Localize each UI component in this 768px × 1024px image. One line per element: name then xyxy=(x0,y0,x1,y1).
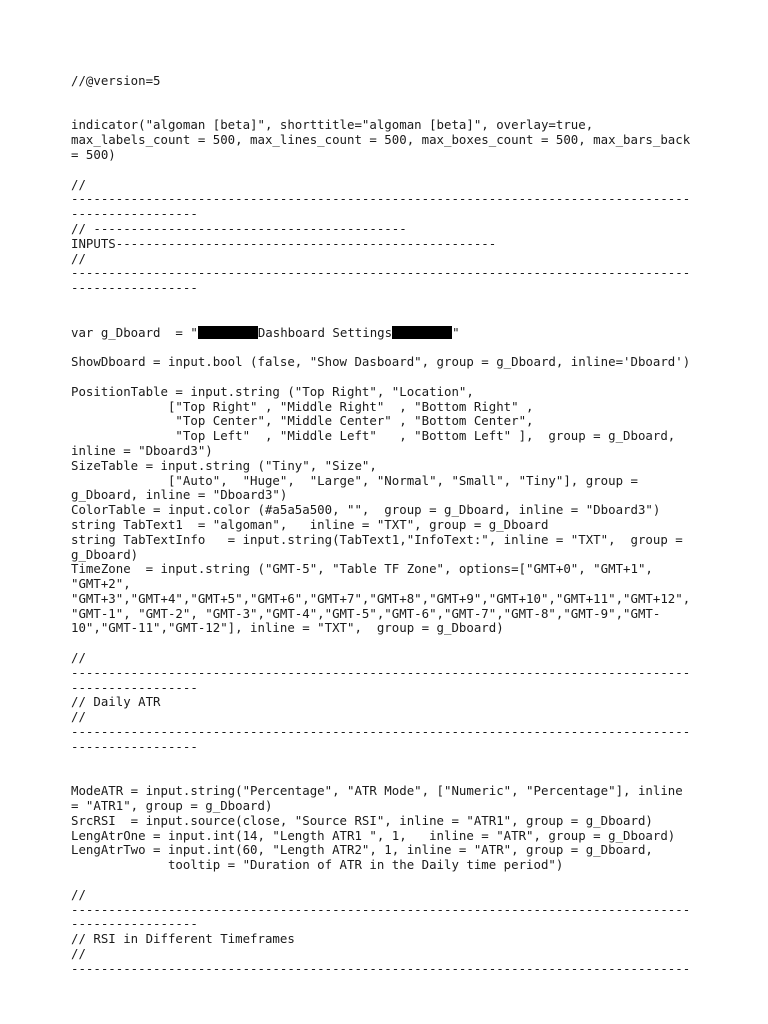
code-line: // xyxy=(71,886,86,902)
blank-line xyxy=(71,89,711,104)
code-line: // xyxy=(71,709,86,725)
blank-line xyxy=(71,340,711,355)
code-line: "Top Center", "Middle Center" , "Bottom Center", xyxy=(71,413,534,429)
code-line: ----------------- xyxy=(71,280,198,296)
code-line: = "ATR1", group = g_Dboard) xyxy=(71,798,273,814)
code-line: ["Top Right" , "Middle Right" , "Bottom Right" , xyxy=(71,398,534,414)
code-line: g_Dboard, inline = "Dboard3") xyxy=(71,487,288,503)
code-line: tooltip = "Duration of ATR in the Daily time period") xyxy=(71,857,564,873)
code-line: ----------------------------------------------------------------------------------- xyxy=(71,960,691,976)
blank-line xyxy=(71,311,711,326)
code-line: ----------------------------------------------------------------------------------- xyxy=(71,191,691,207)
blank-line xyxy=(71,755,711,770)
code-line: ----------------- xyxy=(71,679,198,695)
code-line: // Daily ATR xyxy=(71,694,161,710)
blank-line xyxy=(71,370,711,385)
code-line: SizeTable = input.string ("Tiny", "Size", xyxy=(71,457,377,473)
code-line: ----------------------------------------------------------------------------------- xyxy=(71,901,691,917)
blank-line xyxy=(71,873,711,888)
code-line: ----------------------------------------------------------------------------------- xyxy=(71,265,691,281)
code-line: 10","GMT-11","GMT-12"], inline = "TXT", group = g_Dboard) xyxy=(71,620,504,636)
code-line: ----------------- xyxy=(71,916,198,932)
code-line: ----------------- xyxy=(71,738,198,754)
code-document xyxy=(71,74,711,977)
code-line-dboard xyxy=(71,326,711,341)
code-line: // xyxy=(71,250,86,266)
code-line: //@version=5 xyxy=(71,73,161,88)
code-line: string TabTextInfo = input.string(TabText1,"InfoText:", inline = "TXT", group = xyxy=(71,531,683,547)
code-line: LengAtrOne = input.int(14, "Length ATR1 ", 1, inline = "ATR", group = g_Dboard) xyxy=(71,827,676,843)
code-line: string TabText1 = "algoman", inline = "TXT", group = g_Dboard xyxy=(71,516,549,532)
redacted-block xyxy=(392,326,452,339)
code-line: // xyxy=(71,946,86,962)
code-line: // xyxy=(71,176,86,192)
blank-line xyxy=(71,163,711,178)
code-line: = 500) xyxy=(71,146,116,162)
code-line: ["Auto", "Huge", "Large", "Normal", "Small", "Tiny"], group = xyxy=(71,472,638,488)
code-line: "Top Left" , "Middle Left" , "Bottom Left" ], group = g_Dboard, xyxy=(71,428,676,444)
code-line: ModeATR = input.string("Percentage", "ATR Mode", ["Numeric", "Percentage"], inline xyxy=(71,783,683,799)
dboard-suffix: " xyxy=(452,324,460,340)
dboard-title: Dashboard Settings xyxy=(257,324,393,340)
code-line: "GMT+3","GMT+4","GMT+5","GMT+6","GMT+7","GMT+8","GMT+9","GMT+10","GMT+11","GMT+12", xyxy=(71,590,691,606)
code-line: // xyxy=(71,650,86,666)
code-line: ----------------- xyxy=(71,206,198,222)
code-line: inline = "Dboard3") xyxy=(71,442,213,458)
code-line: ----------------------------------------------------------------------------------- xyxy=(71,724,691,740)
blank-line xyxy=(71,104,711,119)
code-line: INPUTS--------------------------------------------------- xyxy=(71,235,497,251)
code-line: "GMT+2", xyxy=(71,576,131,592)
redacted-block xyxy=(198,326,258,339)
code-line: PositionTable = input.string ("Top Right", "Location", xyxy=(71,383,474,399)
blank-line xyxy=(71,296,711,311)
code-line: // RSI in Different Timeframes xyxy=(71,931,295,947)
code-line: // ------------------------------------------ xyxy=(71,220,407,236)
code-line: LengAtrTwo = input.int(60, "Length ATR2", 1, inline = "ATR", group = g_Dboard, xyxy=(71,842,653,858)
code-line: ----------------------------------------------------------------------------------- xyxy=(71,664,691,680)
code-line: ShowDboard = input.bool (false, "Show Dasboard", group = g_Dboard, inline='Dboard') xyxy=(71,354,691,370)
blank-line xyxy=(71,769,711,784)
dboard-prefix: var g_Dboard = " xyxy=(71,324,198,340)
code-line: max_labels_count = 500, max_lines_count = 500, max_boxes_count = 500, max_bars_back xyxy=(71,132,691,148)
blank-line xyxy=(71,636,711,651)
code-line: "GMT-1", "GMT-2", "GMT-3","GMT-4","GMT-5","GMT-6","GMT-7","GMT-8","GMT-9","GMT- xyxy=(71,605,661,621)
code-line: ColorTable = input.color (#a5a5a500, "", group = g_Dboard, inline = "Dboard3") xyxy=(71,502,661,518)
code-line: SrcRSI = input.source(close, "Source RSI", inline = "ATR1", group = g_Dboard) xyxy=(71,812,653,828)
code-line: g_Dboard) xyxy=(71,546,139,562)
code-line: indicator("algoman [beta]", shorttitle="algoman [beta]", overlay=true, xyxy=(71,117,594,133)
code-line: TimeZone = input.string ("GMT-5", "Table TF Zone", options=["GMT+0", "GMT+1", xyxy=(71,561,653,577)
